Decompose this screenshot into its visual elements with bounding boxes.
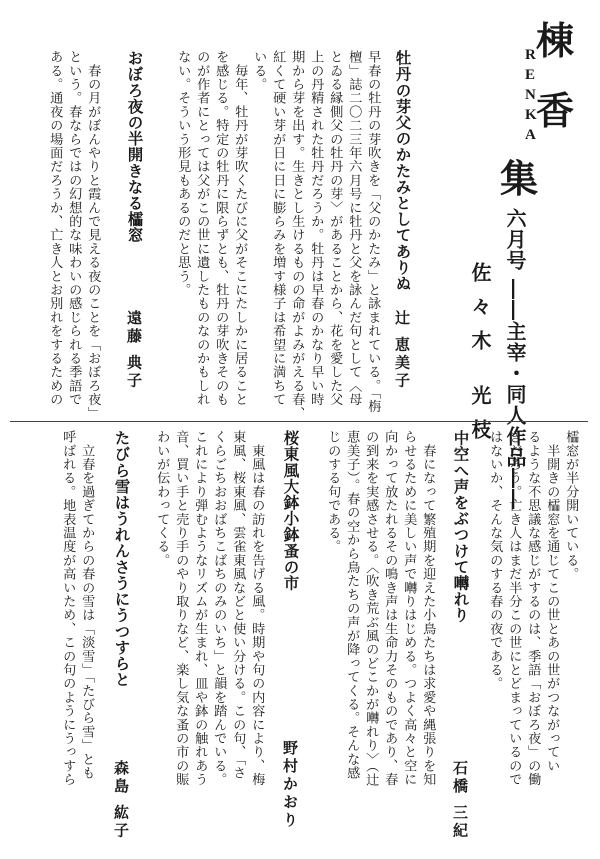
body-line: 毎年、牡丹が芽吹くたびに父がそこにたしかに居ること (232, 50, 248, 407)
body-line: 立春を過ぎてからの春の雪は「淡雪」「たびら雪」とも (79, 430, 95, 780)
body-line: わいが伝わってくる。 (154, 430, 170, 567)
article-author: 森島 紘子 (112, 760, 130, 841)
body-line: 恵美子）。春の空から鳥たちの声が降ってくる。そんな感 (344, 430, 360, 780)
romaji-a: A (525, 127, 537, 143)
body-line: の到来を実感させる。〈吹き荒ぶ風のどこかが囀れり〉（辻 (363, 430, 379, 787)
body-line: のが作者にとっては父がこの世に遺したものなのかもしれ (194, 50, 210, 407)
body-line: 呼ばれる。地表温度が高いため、この句のようにうっすら (60, 430, 76, 787)
romaji-e: E (525, 67, 537, 83)
body-line: らせるために美しい声で囀りはじめる。つよく高々と空に (401, 430, 417, 787)
body-line: を感じる。特定の牡丹に限らずとも、牡丹の芽吹きそのも (213, 50, 229, 407)
body-line: 檀」誌二〇二三年六月号に牡丹と父を詠んだ句として〈母 (346, 50, 362, 407)
body-line: じのする句である。 (325, 430, 341, 554)
romaji-n: N (525, 87, 537, 103)
body-line: ない。そういう形見もあるのだと思う。 (175, 50, 191, 297)
body-line: という。春ならではの幻想的な味わいの感じられる季語で (66, 50, 82, 407)
article-heading: 中空へ声をぶつけて囀れり (451, 430, 470, 624)
title-char-2: 香 (536, 88, 575, 133)
body-line: 東風は春の訪れを告げる風。時期や句の内容により、梅 (249, 430, 265, 787)
issue-subtitle: 六月号 ――主宰・同人作品―― (503, 208, 527, 510)
editor-name: 佐々木 光枝 (468, 262, 492, 453)
article-author: 野村かおり (281, 740, 299, 830)
body-line: とゐる縁側父の牡丹の芽〉があることから、花を愛した父 (327, 50, 343, 407)
body-line: 櫺窓が半分開いている。 (563, 430, 579, 581)
body-line: 音、買い手と売り手のやり取りなど、楽し気な蚤の市の賑 (173, 430, 189, 787)
article-heading: たびら雪はうれんさうにうつすらと (112, 430, 131, 688)
article-author: 遠藤 典子 (125, 310, 143, 391)
title-char-1: 棟 (536, 18, 575, 63)
body-line: 向かって放たれるその鳴き声は生命力そのものであり、春 (382, 430, 398, 787)
body-line: 上の丹精された牡丹だろうか。牡丹は早春のかなり早い時 (308, 50, 324, 407)
section-divider (10, 421, 588, 422)
body-line: 春の月がぼんやりと霞んで見える夜のことを「おぼろ夜」 (85, 50, 101, 420)
body-line: 紅くて硬い芽が日に日に膨らみを増す様子は希望に満ちて (270, 50, 286, 407)
body-line: 早春の牡丹の芽吹きを「父のかたみ」と詠まれている。「栴 (365, 50, 381, 414)
article-heading: 牡丹の芽父のかたみとしてありぬ (393, 50, 412, 292)
romaji-r: R (525, 47, 537, 63)
body-line: るような不思議な感じがするのは、季語「おぼろ夜」の働 (525, 430, 541, 787)
title-char-3: 集 (500, 156, 539, 201)
body-line: きだろう。亡き人はまだ半分この世にとどまっているので (506, 430, 522, 787)
article-author: 石橋 三紀 (451, 760, 469, 841)
body-line: いる。 (251, 50, 267, 92)
body-line: ある。通夜の場面だろうか、亡き人とお別れをするための (47, 50, 63, 407)
body-line: 春になって繁殖期を迎えた小鳥たちは求愛や縄張りを知 (420, 430, 436, 787)
article-heading: 桜東風大鉢小鉢蚤の市 (281, 430, 300, 591)
body-line: これにより弾むようなリズムが生まれ、皿や鉢の触れあう (192, 430, 208, 787)
body-line: くらごちおおばちこばちのみのいち」と韻を踏んでいる。 (211, 430, 227, 787)
article-author: 辻 恵美子 (393, 310, 411, 391)
romaji-k: K (525, 107, 538, 123)
body-line: 東風、桜東風、雲雀東風などと使い分ける。この句、「さ (230, 430, 246, 780)
body-line: 半開きの櫺窓を通じてこの世とあの世がつながってい (544, 430, 560, 773)
article-heading: おぼろ夜の半開きなる櫺窓 (125, 50, 144, 244)
body-line: 期から芽を出す。生きとし生けるものの命がよみがえる春、 (289, 50, 305, 420)
body-line: はないか、そんな気のする春の夜である。 (487, 430, 503, 691)
